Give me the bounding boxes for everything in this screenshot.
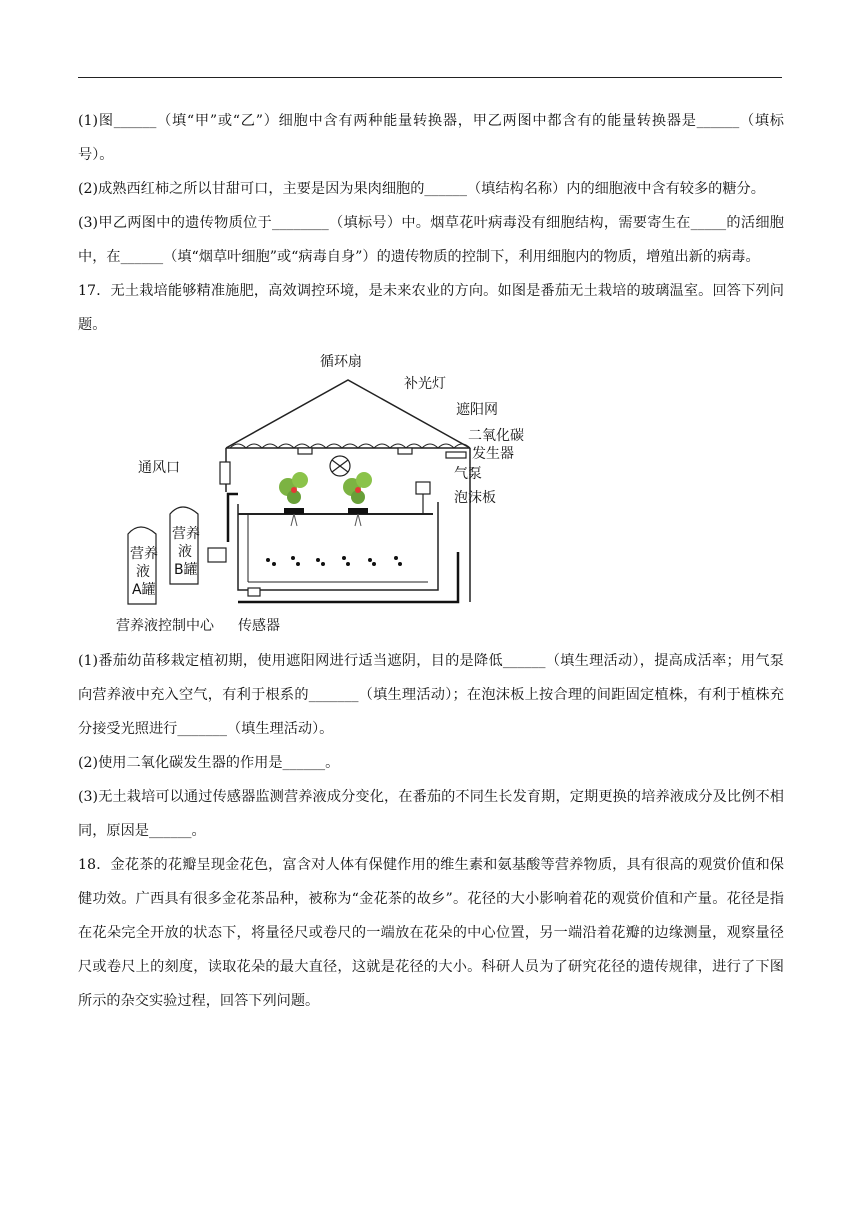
q17-part2: (2)使用二氧化碳发生器的作用是______。 <box>78 755 340 771</box>
air-pump <box>416 482 430 514</box>
label-pump: 气泵 <box>454 466 482 482</box>
q16-part1: (1)图______（填“甲”或“乙”）细胞中含有两种能量转换器，甲乙两图中都含有的能量转换器是______（填标号）。 <box>78 113 784 163</box>
header-rule <box>78 77 782 78</box>
label-foam: 泡沫板 <box>454 490 496 506</box>
label-control: 营养液控制中心 <box>116 618 214 634</box>
vent-shape <box>220 462 230 484</box>
circulating-fan <box>330 456 350 476</box>
label-shade: 遮阳网 <box>456 402 498 418</box>
grow-lights <box>298 448 466 458</box>
document-body <box>78 104 784 1018</box>
label-tank-a-3: A罐 <box>132 582 156 598</box>
label-tank-a-1: 营养 <box>130 546 158 562</box>
label-fan: 循环扇 <box>320 354 362 370</box>
label-tank-b-2: 液 <box>178 544 192 560</box>
tomato-plants <box>279 472 372 526</box>
label-vent: 通风口 <box>138 460 180 476</box>
label-tank-a-2: 液 <box>136 564 150 580</box>
growing-tray <box>238 502 438 590</box>
label-light: 补光灯 <box>404 376 446 392</box>
q17-part1: (1)番茄幼苗移栽定植初期，使用遮阳网进行适当遮阴，目的是降低______（填生理活动），提高成活率；用气泵向营养液中充入空气，有利于根系的_______（填生理活动）；在泡沫板上按合理的间距固定植株，有利于植株充分接受光照进行_______（填生理活动）。 <box>78 653 784 737</box>
q17-intro: 17．无土栽培能够精准施肥，高效调控环境，是未来农业的方向。如图是番茄无土栽培的玻璃温室。回答下列问题。 <box>78 283 784 333</box>
greenhouse-diagram <box>108 352 568 642</box>
label-co2-2: 发生器 <box>472 446 514 462</box>
q16-part3: (3)甲乙两图中的遗传物质位于________（填标号）中。烟草花叶病毒没有细胞结构，需要寄生在_____的活细胞中，在______（填“烟草叶细胞”或“病毒自身”）的遗传物质的控制下，利用细胞内的物质，增殖出新的病毒。 <box>78 215 784 265</box>
q16-part2: (2)成熟西红柿之所以甘甜可口，主要是因为果肉细胞的______（填结构名称）内的细胞液中含有较多的糖分。 <box>78 181 765 197</box>
q18-intro: 18．金花茶的花瓣呈现金花色，富含对人体有保健作用的维生素和氨基酸等营养物质，具有很高的观赏价值和保健功效。广西具有很多金花茶品种，被称为“金花茶的故乡”。花径的大小影响着花的观赏价值和产量。花径是指在花朵完全开放的状态下，将量径尺或卷尺的一端放在花朵的中心位置，另一端沿着花瓣的边缘测量，观察量径尺或卷尺上的刻度，读取花朵的最大直径，这就是花径的大小。科研人员为了研究花径的遗传规律，进行了下图所示的杂交实验过程，回答下列问题。 <box>78 857 784 1009</box>
q17-part3: (3)无土栽培可以通过传感器监测营养液成分变化，在番茄的不同生长发育期，定期更换的培养液成分及比例不相同，原因是______。 <box>78 789 784 839</box>
air-bubbles <box>266 556 402 566</box>
label-co2-1: 二氧化碳 <box>468 428 524 444</box>
greenhouse-figure <box>78 346 784 644</box>
label-tank-b-3: B罐 <box>174 562 198 578</box>
label-tank-b-1: 营养 <box>172 526 200 542</box>
label-sensor: 传感器 <box>238 618 280 634</box>
